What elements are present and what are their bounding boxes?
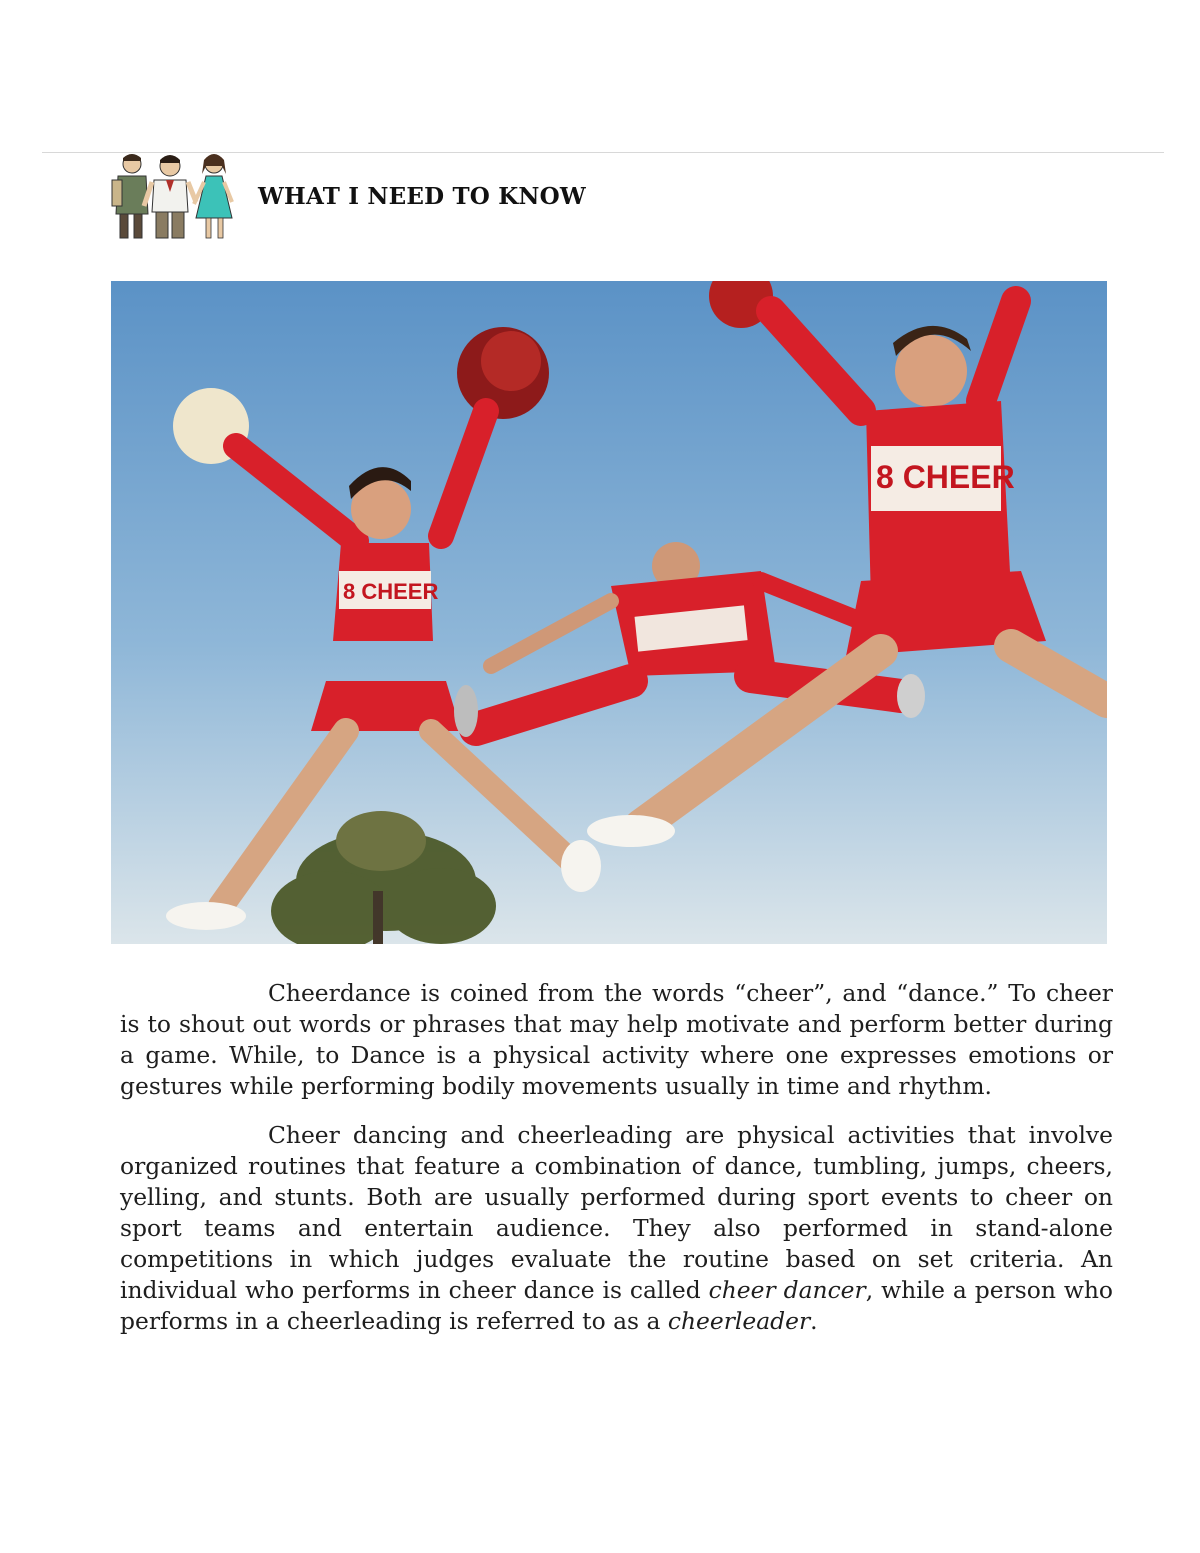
students-clipart (108, 152, 238, 240)
section-title: WHAT I NEED TO KNOW (258, 183, 586, 210)
term-cheerleader: cheerleader (667, 1307, 811, 1335)
term-cheer-dancer: cheer dancer (708, 1276, 866, 1304)
paragraph-2-text-c: . (810, 1307, 818, 1335)
paragraph-1 (120, 978, 1113, 1102)
shirt-text-left: 8 CHEER (343, 579, 439, 604)
cheerleaders-photo (111, 281, 1107, 944)
paragraph-2-text-b: , while a person who performs in a cheerleading is referred to as a (120, 1276, 1114, 1335)
shirt-text-right: 8 CHEER (876, 459, 1015, 495)
paragraph-2 (120, 1120, 1113, 1337)
paragraph-2-text-a: Cheer dancing and cheerleading are physical activities that involve organized routines that feature a combination of dance, tumbling, jumps, cheers, yelling, and stunts. Both are usually performed during sport events to cheer on sport teams and entertain audience. They also performed in stand-alone competitions in which judges evaluate the routine based on set criteria. An individual who performs in cheer dance is called (120, 1121, 1113, 1304)
paragraph-1-text: Cheerdance is coined from the words “cheer”, and “dance.” To cheer is to shout out words or phrases that may help motivate and perform better during a game. While, to Dance is a physical activity where one expresses emotions or gestures while performing bodily movements usually in time and rhythm. (120, 979, 1113, 1100)
body-text (120, 978, 1113, 1355)
